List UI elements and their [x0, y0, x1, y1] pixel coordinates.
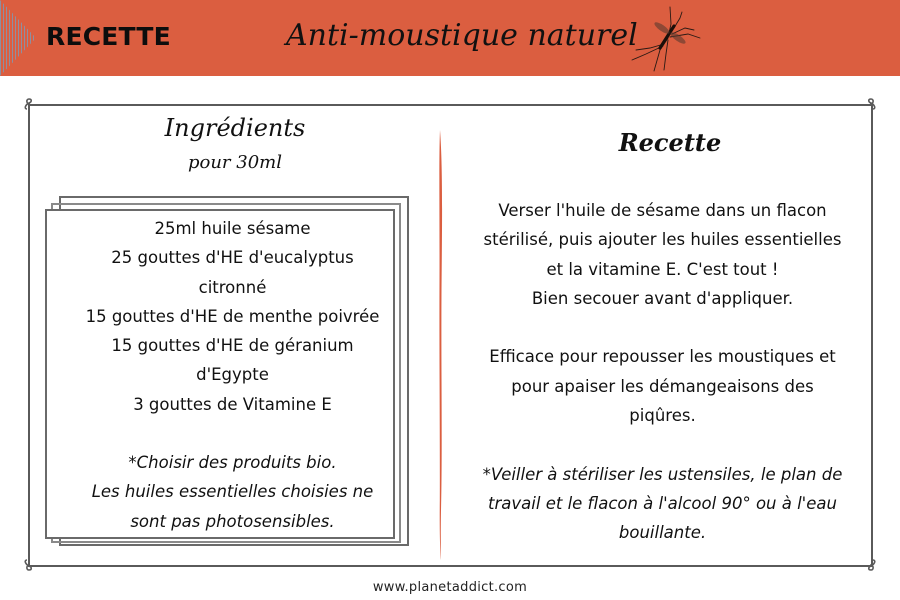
- ingredients-title: Ingrédients: [164, 114, 306, 142]
- note-line: Les huiles essentielles choisies ne: [91, 482, 374, 502]
- header-label: RECETTE: [46, 22, 171, 51]
- ingredient-item: 3 gouttes de Vitamine E: [133, 394, 332, 414]
- recipe-title: Recette: [618, 128, 722, 157]
- brush-divider: [436, 130, 446, 560]
- spacer: [455, 430, 870, 459]
- corner-curl-icon: [864, 97, 878, 111]
- page-title: Anti-moustique naturel: [286, 18, 638, 53]
- ingredient-item: citronné: [198, 277, 267, 297]
- corner-curl-icon: [864, 558, 878, 572]
- header-banner: [0, 0, 900, 76]
- recipe-note-line: travail et le flacon à l'alcool 90° ou à l'eau: [488, 493, 837, 513]
- recipe-line: Verser l'huile de sésame dans un flacon: [498, 201, 827, 220]
- recipe-line: stérilisé, puis ajouter les huiles essentielles: [483, 230, 842, 250]
- ingredient-item: 25 gouttes d'HE d'eucalyptus: [111, 248, 354, 268]
- note-line: *Choisir des produits bio.: [128, 453, 337, 472]
- recipe-body: [455, 196, 870, 548]
- striped-arrow-decoration: [0, 0, 36, 76]
- recipe-line: piqûres.: [629, 406, 696, 426]
- recipe-line: pour apaiser les démangeaisons des: [511, 376, 814, 396]
- recipe-line: Efficace pour repousser les moustiques et: [489, 347, 836, 367]
- recipe-line: Bien secouer avant d'appliquer.: [531, 288, 794, 308]
- recipe-line: et la vitamine E. C'est tout !: [546, 259, 779, 279]
- corner-curl-icon: [22, 558, 36, 572]
- ingredient-item: 15 gouttes d'HE de géranium: [111, 336, 354, 356]
- recipe-note-line: bouillante.: [618, 523, 707, 543]
- ingredient-item: 15 gouttes d'HE de menthe poivrée: [85, 306, 380, 326]
- ingredients-note: [60, 448, 405, 536]
- recipe-note-line: *Veiller à stériliser les ustensiles, le plan de: [482, 464, 843, 484]
- note-line: sont pas photosensibles.: [130, 511, 335, 531]
- corner-curl-icon: [22, 97, 36, 111]
- mosquito-icon: [630, 4, 706, 74]
- spacer: [455, 313, 870, 342]
- footer-url[interactable]: www.planetaddict.com: [372, 580, 528, 595]
- ingredients-list: [60, 214, 405, 419]
- ingredients-subtitle: pour 30ml: [187, 152, 282, 173]
- ingredient-item: d'Egypte: [196, 365, 269, 385]
- ingredient-item: 25ml huile sésame: [154, 219, 311, 238]
